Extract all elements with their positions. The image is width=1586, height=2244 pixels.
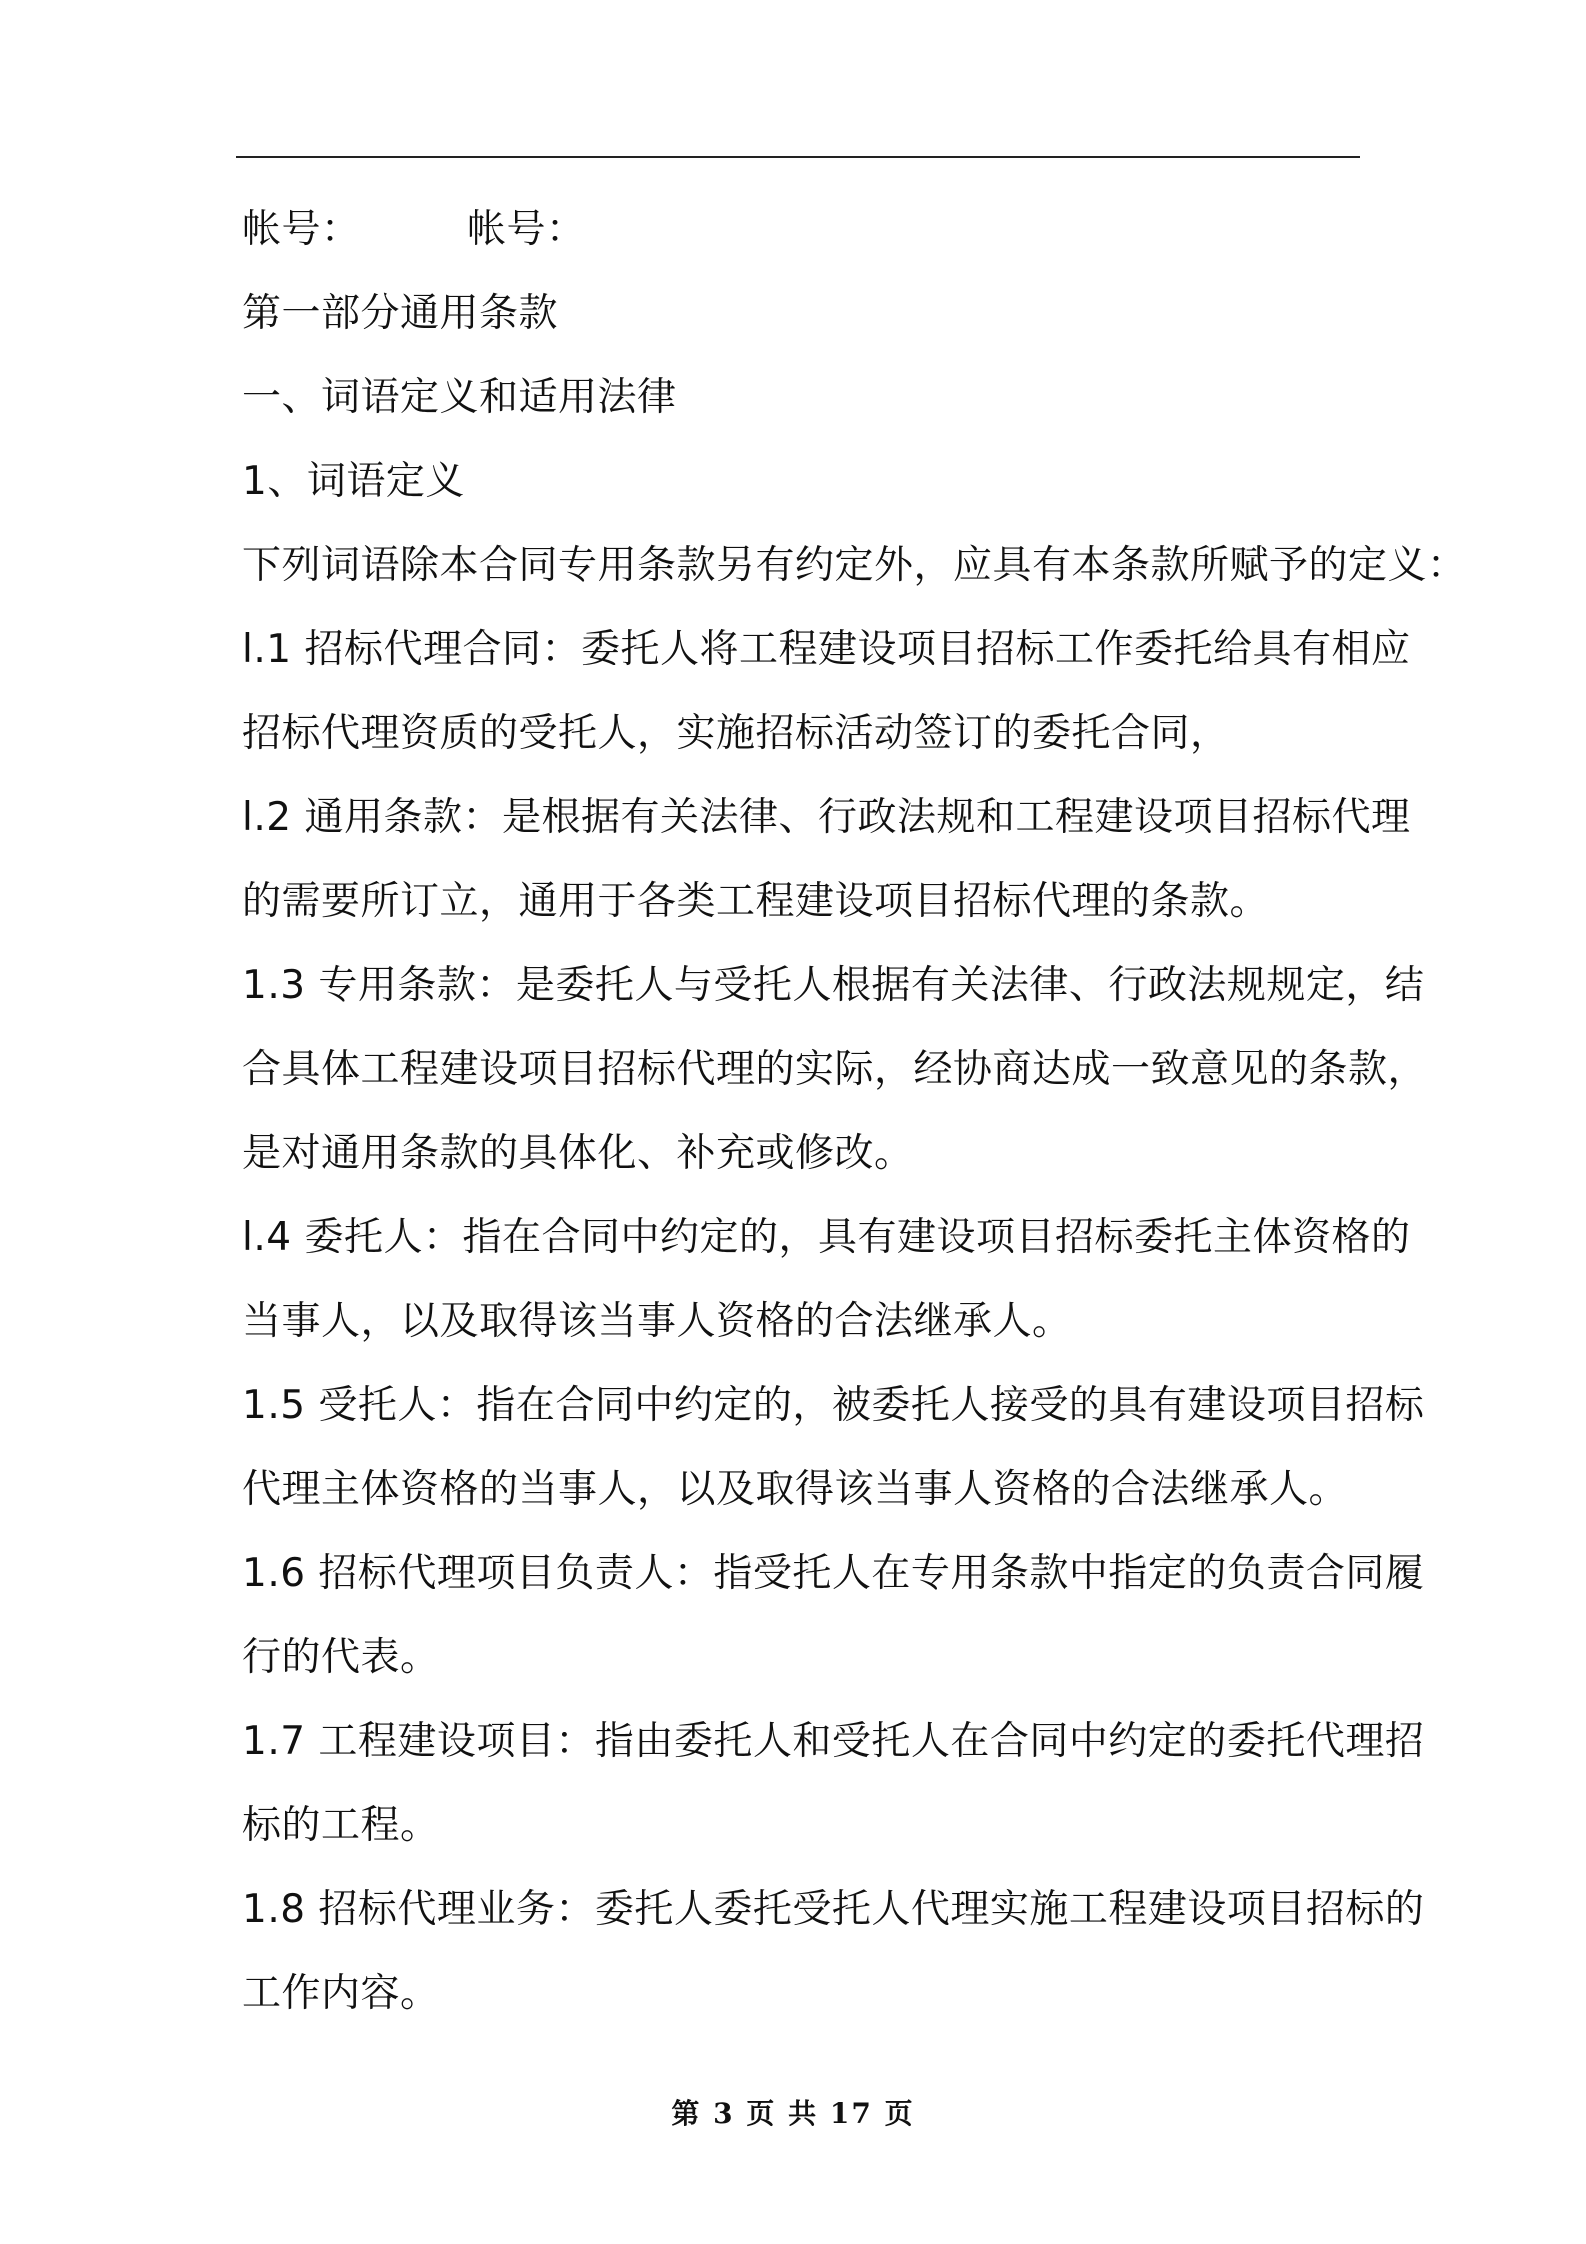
- text-line: 标的工程。: [242, 1803, 440, 1848]
- text-line: 1.6 招标代理项目负责人：指受托人在专用条款中指定的负责合同履: [242, 1551, 1425, 1596]
- document-body: [242, 188, 1467, 2036]
- account-label-1: 帐号：: [242, 207, 361, 252]
- text-line: l.2 通用条款：是根据有关法律、行政法规和工程建设项目招标代理: [242, 795, 1411, 840]
- text-line: 合具体工程建设项目招标代理的实际，经协商达成一致意见的条款，: [242, 1047, 1428, 1092]
- text-line: l.1 招标代理合同：委托人将工程建设项目招标工作委托给具有相应: [242, 627, 1411, 672]
- account-label-2: 帐号：: [467, 207, 586, 252]
- text-line: 1.3 专用条款：是委托人与受托人根据有关法律、行政法规规定，结: [242, 963, 1425, 1008]
- section-title: 第一部分通用条款: [242, 291, 559, 336]
- text-line: 1.5 受托人：指在合同中约定的，被委托人接受的具有建设项目招标: [242, 1383, 1425, 1428]
- page-number: 第 3 页 共 17 页: [671, 2097, 915, 2130]
- text-line: 招标代理资质的受托人，实施招标活动签订的委托合同，: [242, 711, 1230, 756]
- header-rule: [236, 156, 1360, 158]
- text-line: 1.8 招标代理业务：委托人委托受托人代理实施工程建设项目招标的: [242, 1887, 1425, 1932]
- text-line: 的需要所订立，通用于各类工程建设项目招标代理的条款。: [242, 879, 1270, 924]
- text-line: 1.7 工程建设项目：指由委托人和受托人在合同中约定的委托代理招: [242, 1719, 1425, 1764]
- text-line: 行的代表。: [242, 1635, 440, 1680]
- chapter-heading: 一、词语定义和适用法律: [242, 375, 677, 420]
- account-line: [242, 188, 1362, 272]
- text-line: l.4 委托人：指在合同中约定的，具有建设项目招标委托主体资格的: [242, 1215, 1411, 1260]
- text-line: 工作内容。: [242, 1971, 440, 2016]
- text-line: 下列词语除本合同专用条款另有约定外，应具有本条款所赋予的定义：: [242, 543, 1467, 588]
- text-line: 代理主体资格的当事人，以及取得该当事人资格的合法继承人。: [242, 1467, 1349, 1512]
- text-line: 当事人，以及取得该当事人资格的合法继承人。: [242, 1299, 1072, 1344]
- subsection-heading: 1、词语定义: [242, 459, 465, 504]
- text-line: 是对通用条款的具体化、补充或修改。: [242, 1131, 914, 1176]
